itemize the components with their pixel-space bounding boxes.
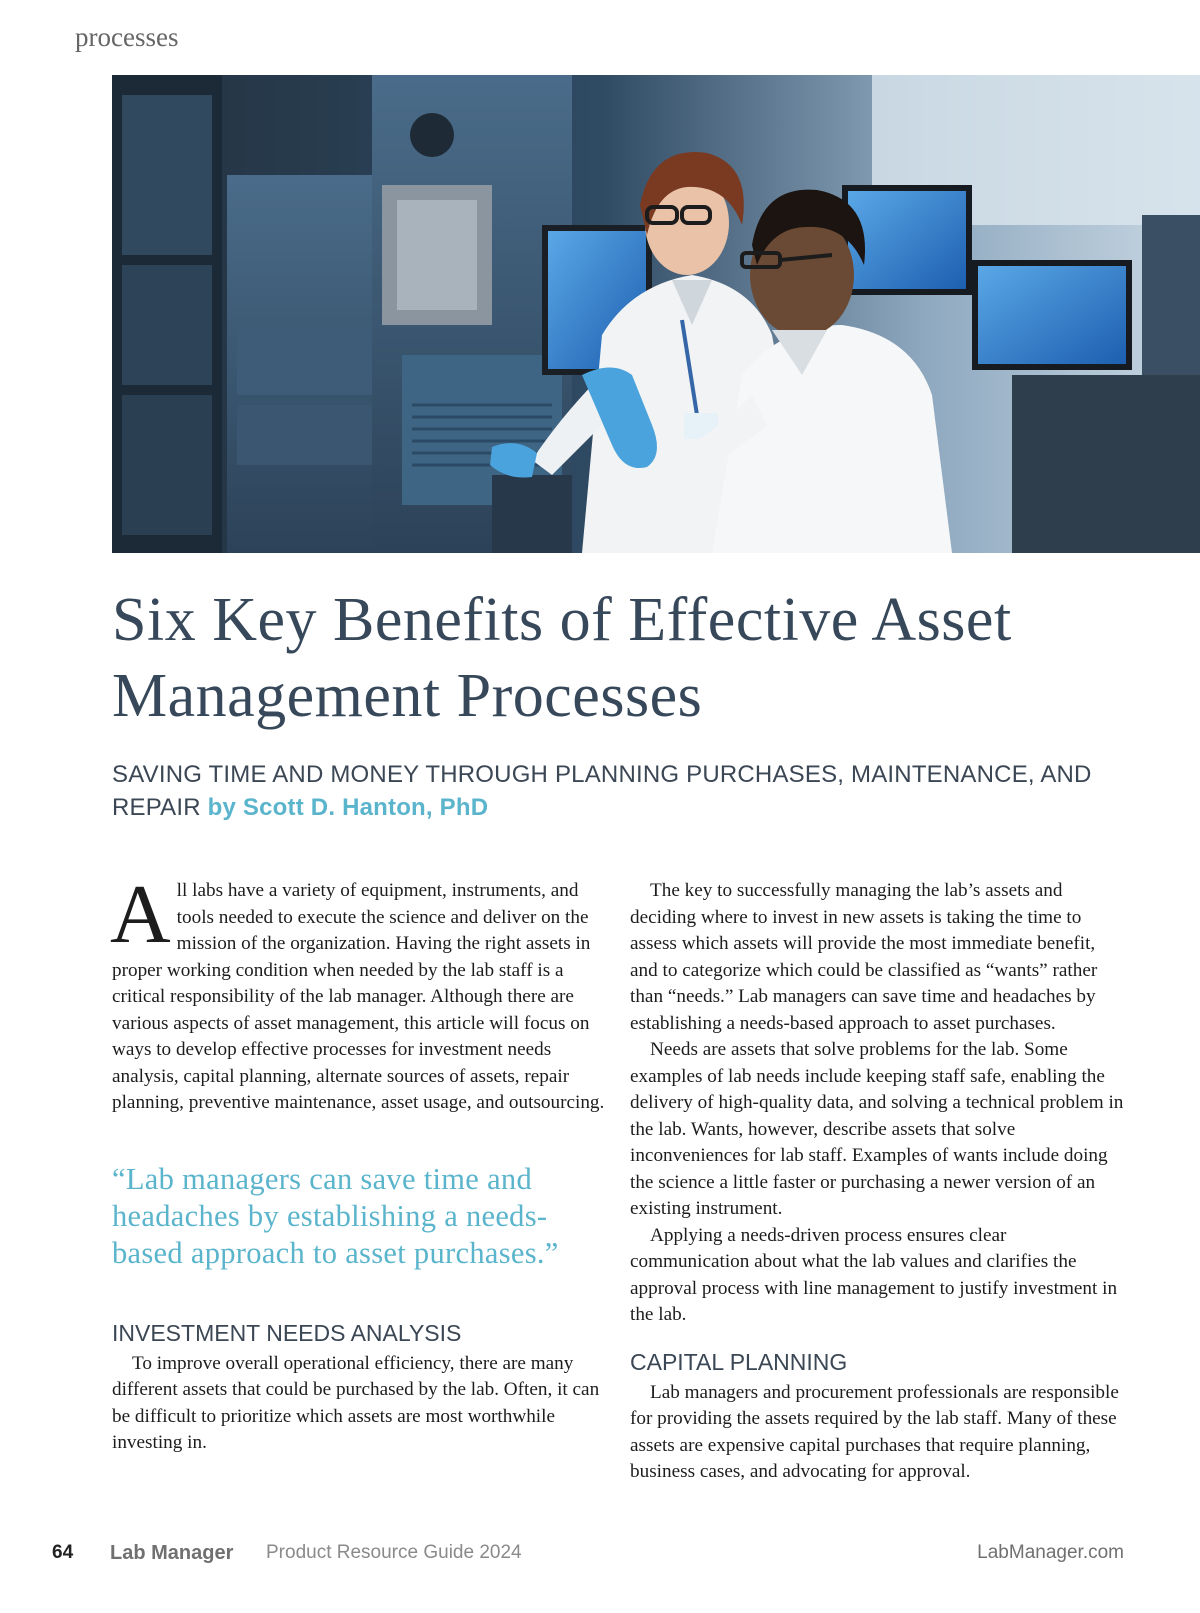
body-paragraph: Lab managers and procurement professionals are responsible for providing the assets required by the lab staff. Many of these assets are expensive capital purchases that require planning, business cases, and advocating for approval.	[630, 1381, 1119, 1482]
body-paragraph: Applying a needs-driven process ensures clear communication about what the lab values and clarifies the approval process with line management to justify investment in the lab.	[630, 1224, 1118, 1325]
right-column	[630, 878, 1124, 1486]
website-link[interactable]: LabManager.com	[977, 1542, 1124, 1563]
section-heading-capital-planning: CAPITAL PLANNING	[630, 1348, 848, 1375]
article-title-line-1: Six Key Benefits of Effective Asset	[112, 586, 1012, 654]
page-footer	[52, 1538, 1124, 1568]
page-number: 64	[52, 1542, 74, 1563]
magazine-name: Lab Manager	[110, 1542, 234, 1564]
body-paragraph: The key to successfully managing the lab’s assets and deciding where to invest in new assets is taking the time to assess which assets will provide the most immediate benefit, and to categorize which could be classified as “wants” rather than “needs.” Lab managers can save time and headaches by establishing a needs-based approach to asset purchases.	[630, 880, 1098, 1034]
hero-photo	[112, 75, 1200, 553]
byline: by Scott D. Hanton, PhD	[207, 794, 489, 821]
section-heading-investment: INVESTMENT NEEDS ANALYSIS	[112, 1319, 462, 1346]
intro-text: ll labs have a variety of equipment, instruments, and tools needed to execute the science and deliver on the mission of the organization. Having the right assets in proper working condition when needed by the lab staff is a critical responsibility of the lab manager. Although there are various aspects of asset management, this article will focus on ways to develop effective processes for investment needs analysis, capital planning, alternate sources of assets, repair planning, preventive maintenance, asset usage, and outsourcing.	[112, 880, 605, 1113]
pull-quote: “Lab managers can save time and headaches by establishing a needs-based approach to asset purchases.”	[112, 1161, 559, 1270]
article-subtitle	[112, 758, 1112, 824]
subtitle-text: SAVING TIME AND MONEY THROUGH PLANNING PURCHASES, MAINTENANCE, AND REPAIR	[112, 761, 1092, 821]
body-paragraph: To improve overall operational efficiency, there are many different assets that could be purchased by the lab. Often, it can be difficult to prioritize which assets are most worthwhile investing in.	[112, 1352, 600, 1453]
section-label: processes	[75, 22, 179, 52]
drop-cap: A	[110, 868, 171, 961]
body-paragraph: Needs are assets that solve problems for the lab. Some examples of lab needs include keeping staff safe, enabling the delivery of high-quality data, and solving a technical problem in the lab. Wants, however, describe assets that solve inconveniences for lab staff. Examples of wants include doing the science a little faster or purchasing a newer version of an existing instrument.	[630, 1039, 1124, 1219]
article-title	[112, 582, 1112, 734]
left-column	[110, 868, 607, 1457]
article-title-line-2: Management Processes	[112, 662, 703, 730]
issue-name: Product Resource Guide 2024	[266, 1542, 522, 1563]
intro-paragraph	[110, 868, 607, 1117]
